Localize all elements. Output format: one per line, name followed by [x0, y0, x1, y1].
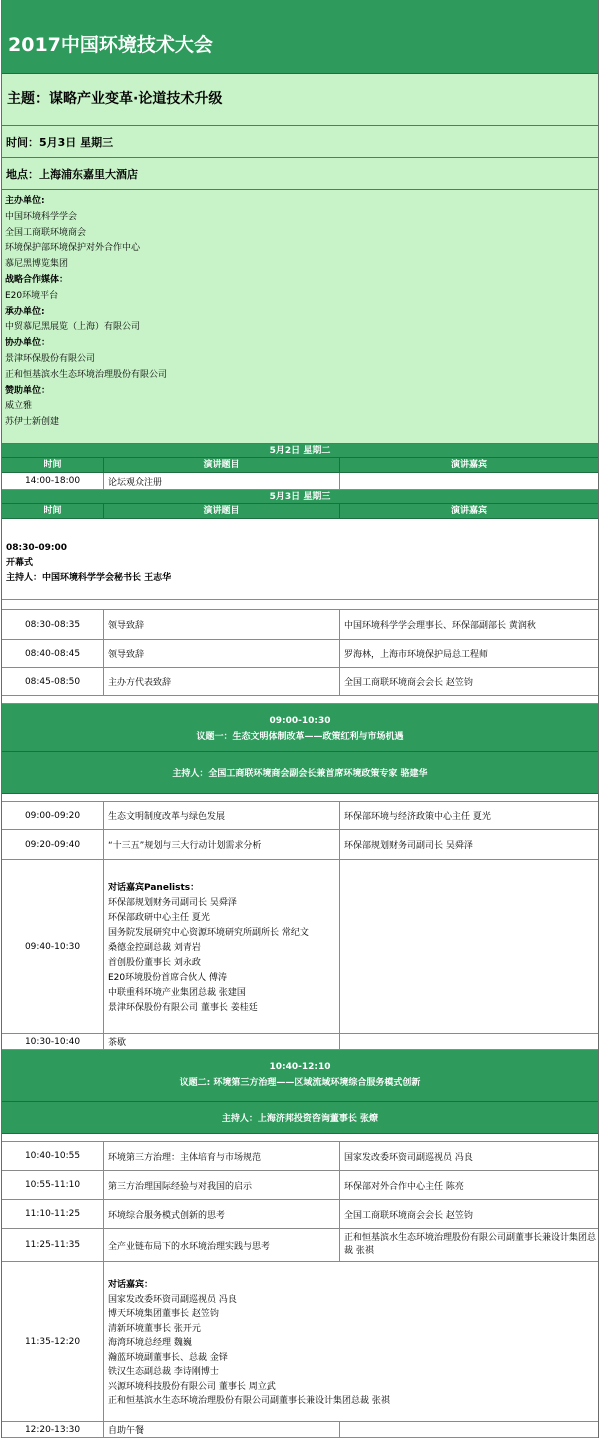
organizer-item: 环境保护部环境保护对外合作中心	[5, 243, 141, 254]
table-row: 08:45-08:50 主办方代表致辞 全国工商联环境商会会长 赵笠钧	[2, 668, 598, 696]
table-row: 10:40-10:55 环境第三方治理：主体培育与市场规范 国家发改委环资司副巡视员 冯良	[2, 1142, 598, 1171]
sponsor-item: 威立雅	[5, 401, 33, 412]
undertaker-label: 承办单位:	[5, 306, 45, 317]
session2-time: 10:40-12:10	[269, 1062, 331, 1072]
panelist: 正和恒基滨水生态环境治理股份有限公司副董事长兼设计集团总裁 张祺	[108, 1396, 390, 1407]
panel-label: 对话嘉宾：	[108, 1280, 154, 1291]
sponsor-item: 苏伊士新创建	[5, 417, 60, 428]
session1-host: 主持人：全国工商联环境商会副会长兼首席环境政策专家 骆建华	[2, 752, 598, 794]
media-label: 战略合作媒体：	[5, 274, 69, 285]
table-row: 10:30-10:40 茶歇	[2, 1034, 598, 1050]
day2-header: 5月3日 星期三	[2, 490, 598, 504]
agenda-page	[1, 0, 599, 1438]
co-organizer-label: 协办单位：	[5, 338, 51, 349]
table-row: 14:00-18:00 论坛观众注册	[2, 473, 598, 490]
spacer	[2, 1134, 598, 1142]
panelist: 瀚蓝环境副董事长、总裁 金铎	[108, 1352, 228, 1363]
table-row	[2, 1262, 598, 1422]
panel-list	[104, 860, 340, 1033]
panelist: 中联重科环境产业集团总裁 张建国	[108, 988, 246, 998]
table-row: 11:25-11:35 全产业链布局下的水环境治理实践与思考 正和恒基滨水生态环境治理股份有限公司副董事长兼设计集团总裁 张祺	[2, 1229, 598, 1262]
table-row: 12:20-13:30 自助午餐	[2, 1422, 598, 1438]
table-row: 09:20-09:40 “十三五”规划与三大行动计划需求分析 环保部规划财务司副司长 吴舜泽	[2, 830, 598, 860]
organizer-item: 全国工商联环境商会	[5, 227, 87, 238]
column-header	[2, 504, 598, 519]
sponsor-label: 赞助单位：	[5, 385, 51, 396]
panelist: 国家发改委环资司副巡视员 冯良	[108, 1294, 237, 1305]
opening-time: 08:30-09:00	[6, 543, 68, 553]
panelist: 国务院发展研究中心资源环境研究所副所长 常纪文	[108, 928, 309, 938]
table-row: 08:30-08:35 领导致辞 中国环境科学学会理事长、环保部副部长 黄润秋	[2, 610, 598, 640]
spacer	[2, 794, 598, 802]
opening-name: 开幕式	[6, 558, 34, 568]
panelist: 清新环境董事长 张开元	[108, 1323, 201, 1334]
panelist: 环保部政研中心主任 夏光	[108, 913, 210, 923]
panelist: 海湾环境总经理 魏巍	[108, 1338, 192, 1349]
organizer-label: 主办单位:	[5, 196, 45, 206]
col-speaker: 演讲嘉宾	[450, 460, 487, 470]
undertaker-item: 中贸慕尼黑展览（上海）有限公司	[5, 322, 141, 333]
column-header	[2, 458, 598, 473]
panelist: 铁汉生态副总裁 李诗刚博士	[108, 1367, 219, 1378]
spacer	[2, 696, 598, 704]
session1-title: 议题一：生态文明体制改革——政策红利与市场机遇	[196, 732, 404, 742]
organizer-item: 中国环境科学学会	[5, 211, 78, 222]
panelist: 桑德金控副总裁 刘青岩	[108, 943, 201, 953]
col-topic: 演讲题目	[104, 504, 340, 518]
session2-host: 主持人：上海济邦投资咨询董事长 张燎	[2, 1102, 598, 1134]
day1-header: 5月2日 星期二	[2, 444, 598, 458]
conference-time: 时间：5月3日 星期三	[2, 126, 598, 158]
panel-label: 对话嘉宾Panelists：	[108, 883, 200, 893]
table-row: 10:55-11:10 第三方治理国际经验与对我国的启示 环保部对外合作中心主任 陈亮	[2, 1171, 598, 1200]
session2-header	[2, 1050, 598, 1102]
panel-time: 11:35-12:20	[2, 1262, 104, 1421]
table-row	[2, 860, 598, 1034]
panel-list	[104, 1262, 600, 1421]
opening-block	[2, 519, 598, 600]
col-time: 时间	[2, 504, 104, 518]
co-organizer-item: 景津环保股份有限公司	[5, 353, 96, 364]
panelist: 环保部规划财务司副司长 吴舜泽	[108, 898, 237, 908]
panelist: 博天环境集团董事长 赵笠钧	[108, 1309, 219, 1320]
table-row: 11:10-11:25 环境综合服务模式创新的思考 全国工商联环境商会会长 赵笠钧	[2, 1200, 598, 1229]
conference-title: 2017中国环境技术大会	[2, 0, 598, 74]
spacer	[2, 600, 598, 610]
panelist: 首创股份董事长 刘永政	[108, 958, 201, 968]
session1-header	[2, 704, 598, 752]
panelist: E20环境股份首席合伙人 傅涛	[108, 973, 228, 983]
organizer-item: 慕尼黑博览集团	[5, 259, 69, 270]
table-row: 08:40-08:45 领导致辞 罗海林，上海市环境保护局总工程师	[2, 640, 598, 668]
conference-theme: 主题：谋略产业变革·论道技术升级	[2, 74, 598, 126]
conference-venue: 地点：上海浦东嘉里大酒店	[2, 158, 598, 190]
session1-time: 09:00-10:30	[269, 716, 331, 726]
panelist: 兴源环境科技股份有限公司 董事长 周立武	[108, 1381, 276, 1392]
col-speaker: 演讲嘉宾	[450, 506, 487, 516]
col-time: 时间	[2, 458, 104, 472]
organizers-block	[2, 190, 598, 444]
col-topic: 演讲题目	[104, 458, 340, 472]
opening-host: 主持人：中国环境科学学会秘书长 王志华	[6, 573, 172, 583]
media-item: E20环境平台	[5, 290, 59, 301]
panelist: 景津环保股份有限公司 董事长 姜桂廷	[108, 1003, 258, 1013]
session2-title: 议题二: 环境第三方治理——区域流域环境综合服务模式创新	[179, 1078, 421, 1088]
panel-time: 09:40-10:30	[2, 860, 104, 1033]
table-row: 09:00-09:20 生态文明制度改革与绿色发展 环保部环境与经济政策中心主任 夏光	[2, 802, 598, 830]
co-organizer-item: 正和恒基滨水生态环境治理股份有限公司	[5, 369, 168, 380]
